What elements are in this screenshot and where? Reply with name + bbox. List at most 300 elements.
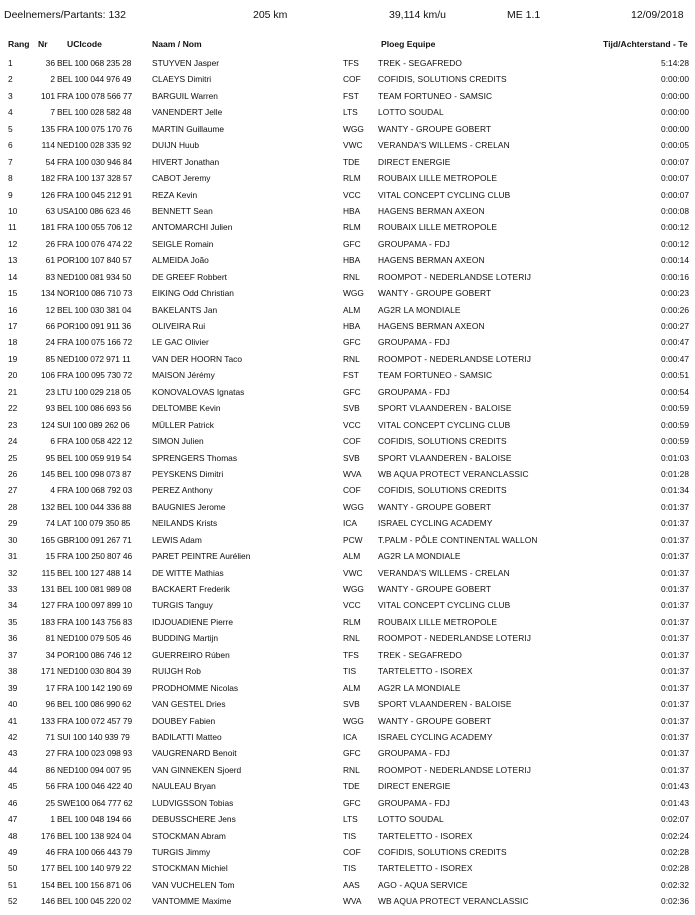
cell-team-code: HBA bbox=[343, 321, 361, 331]
cell-uci-code: POR100 091 911 36 bbox=[57, 321, 132, 331]
table-row bbox=[0, 699, 695, 715]
cell-team-name: HAGENS BERMAN AXEON bbox=[378, 321, 485, 331]
cell-uci-code: BEL 100 045 220 02 bbox=[57, 896, 132, 907]
cell-rank: 12 bbox=[8, 238, 18, 249]
cell-bib-number: 96 bbox=[45, 699, 55, 710]
cell-team-code: VWC bbox=[343, 140, 363, 151]
cell-uci-code: FRA 100 076 474 22 bbox=[57, 238, 133, 249]
cell-rider-name: REZA Kevin bbox=[152, 189, 198, 200]
cell-rider-name: VAN GINNEKEN Sjoerd bbox=[152, 764, 242, 775]
cell-team-name: T.PALM - PÔLE CONTINENTAL WALLON bbox=[378, 534, 538, 545]
cell-bib-number: 26 bbox=[45, 238, 55, 249]
cell-rank: 28 bbox=[8, 501, 18, 512]
cell-rider-name: LE GAC Olivier bbox=[152, 337, 209, 348]
col-naam: Naam / Nom bbox=[152, 39, 202, 49]
cell-team-name: GROUPAMA - FDJ bbox=[378, 748, 450, 759]
cell-rank: 52 bbox=[8, 896, 18, 907]
cell-team-code: LTS bbox=[343, 814, 358, 825]
cell-time-gap: 0:00:23 bbox=[661, 288, 689, 299]
cell-team-name: VERANDA'S WILLEMS - CRELAN bbox=[378, 140, 510, 151]
cell-team-code: SVB bbox=[343, 699, 360, 710]
cell-time-gap: 0:00:27 bbox=[661, 321, 689, 331]
cell-team-name: COFIDIS, SOLUTIONS CREDITS bbox=[378, 847, 507, 857]
cell-rider-name: NAULEAU Bryan bbox=[152, 781, 216, 792]
cell-rank: 14 bbox=[8, 271, 18, 282]
table-row bbox=[0, 732, 695, 748]
table-row bbox=[0, 502, 695, 518]
cell-team-name: TARTELETTO - ISOREX bbox=[378, 863, 473, 874]
cell-rider-name: DE GREEF Robbert bbox=[152, 271, 227, 282]
cell-bib-number: 165 bbox=[41, 534, 55, 545]
cell-bib-number: 86 bbox=[45, 764, 55, 775]
cell-team-name: LOTTO SOUDAL bbox=[378, 107, 444, 118]
cell-bib-number: 135 bbox=[41, 123, 55, 134]
cell-team-name: GROUPAMA - FDJ bbox=[378, 337, 450, 348]
table-row bbox=[0, 551, 695, 567]
cell-time-gap: 0:00:59 bbox=[661, 419, 689, 430]
cell-bib-number: 23 bbox=[45, 386, 55, 397]
race-distance: 205 km bbox=[253, 9, 288, 21]
cell-team-name: ROOMPOT - NEDERLANDSE LOTERIJ bbox=[378, 633, 532, 644]
cell-bib-number: 36 bbox=[45, 58, 55, 68]
cell-uci-code: FRA 100 097 899 10 bbox=[57, 600, 133, 611]
cell-rank: 10 bbox=[8, 205, 18, 216]
cell-uci-code: FRA 100 023 098 93 bbox=[57, 748, 133, 759]
cell-rank: 25 bbox=[8, 452, 18, 463]
cell-uci-code: USA100 086 623 46 bbox=[57, 205, 131, 216]
table-row bbox=[0, 617, 695, 633]
cell-time-gap: 0:01:37 bbox=[661, 600, 689, 611]
cell-time-gap: 0:01:28 bbox=[661, 468, 689, 479]
cell-rank: 5 bbox=[8, 123, 13, 134]
cell-team-name: SPORT VLAANDEREN - BALOISE bbox=[378, 699, 512, 710]
cell-time-gap: 0:00:08 bbox=[661, 205, 689, 216]
cell-rank: 21 bbox=[8, 386, 18, 397]
cell-rider-name: DUIJN Huub bbox=[152, 140, 200, 151]
cell-team-code: TDE bbox=[343, 781, 360, 792]
cell-rider-name: SEIGLE Romain bbox=[152, 238, 214, 249]
cell-time-gap: 0:01:43 bbox=[661, 781, 689, 792]
cell-rank: 16 bbox=[8, 304, 18, 315]
table-row bbox=[0, 469, 695, 485]
cell-bib-number: 4 bbox=[50, 485, 55, 496]
cell-uci-code: BEL 100 081 989 08 bbox=[57, 584, 132, 594]
cell-rider-name: VAUGRENARD Benoit bbox=[152, 748, 237, 759]
cell-uci-code: FRA 100 045 212 91 bbox=[57, 189, 133, 200]
table-row bbox=[0, 633, 695, 649]
cell-uci-code: BEL 100 068 235 28 bbox=[57, 58, 132, 68]
cell-bib-number: 46 bbox=[45, 847, 55, 857]
cell-bib-number: 54 bbox=[45, 156, 55, 167]
cell-rank: 51 bbox=[8, 879, 18, 890]
cell-bib-number: 34 bbox=[45, 649, 55, 660]
cell-team-name: AGO - AQUA SERVICE bbox=[378, 879, 468, 890]
cell-rank: 11 bbox=[8, 222, 17, 233]
table-row bbox=[0, 600, 695, 616]
cell-rank: 42 bbox=[8, 731, 18, 742]
cell-team-code: WVA bbox=[343, 468, 362, 479]
cell-team-name: SPORT VLAANDEREN - BALOISE bbox=[378, 452, 512, 463]
cell-rank: 1 bbox=[8, 58, 13, 68]
cell-team-code: GFC bbox=[343, 748, 361, 759]
cell-uci-code: BEL 100 156 871 06 bbox=[57, 879, 132, 890]
cell-uci-code: BEL 100 048 194 66 bbox=[57, 814, 132, 825]
cell-team-name: COFIDIS, SOLUTIONS CREDITS bbox=[378, 436, 507, 447]
cell-team-name: DIRECT ENERGIE bbox=[378, 781, 451, 792]
cell-rank: 49 bbox=[8, 847, 18, 857]
cell-team-code: COF bbox=[343, 74, 361, 85]
cell-team-code: VWC bbox=[343, 567, 363, 578]
cell-uci-code: BEL 100 138 924 04 bbox=[57, 830, 132, 841]
cell-time-gap: 0:01:37 bbox=[661, 518, 689, 529]
table-row bbox=[0, 748, 695, 764]
cell-rank: 38 bbox=[8, 666, 18, 677]
cell-rank: 4 bbox=[8, 107, 13, 118]
cell-uci-code: POR100 107 840 57 bbox=[57, 255, 132, 266]
cell-bib-number: 134 bbox=[41, 288, 55, 299]
cell-bib-number: 7 bbox=[50, 107, 55, 118]
cell-uci-code: FRA 100 046 422 40 bbox=[57, 781, 133, 792]
table-row bbox=[0, 354, 695, 370]
cell-bib-number: 176 bbox=[41, 830, 55, 841]
cell-bib-number: 115 bbox=[41, 567, 55, 578]
cell-uci-code: BEL 100 028 582 48 bbox=[57, 107, 132, 118]
cell-uci-code: FRA 100 095 730 72 bbox=[57, 370, 133, 381]
cell-uci-code: SUI 100 089 262 06 bbox=[57, 419, 130, 430]
cell-time-gap: 0:00:47 bbox=[661, 353, 689, 364]
cell-time-gap: 0:00:07 bbox=[661, 156, 689, 167]
cell-team-name: TREK - SEGAFREDO bbox=[378, 58, 462, 68]
cell-uci-code: NED100 094 007 95 bbox=[57, 764, 132, 775]
cell-bib-number: 124 bbox=[41, 419, 55, 430]
col-rang: Rang bbox=[8, 39, 30, 49]
cell-team-name: WANTY - GROUPE GOBERT bbox=[378, 715, 492, 726]
cell-bib-number: 56 bbox=[45, 781, 55, 792]
cell-team-name: ROOMPOT - NEDERLANDSE LOTERIJ bbox=[378, 764, 532, 775]
cell-time-gap: 0:01:37 bbox=[661, 649, 689, 660]
cell-team-name: WANTY - GROUPE GOBERT bbox=[378, 288, 492, 299]
cell-rider-name: VANTOMME Maxime bbox=[152, 896, 232, 907]
cell-rider-name: RUIJGH Rob bbox=[152, 666, 201, 677]
cell-rank: 34 bbox=[8, 600, 18, 611]
cell-rider-name: LEWIS Adam bbox=[152, 534, 202, 545]
cell-rank: 40 bbox=[8, 699, 18, 710]
cell-team-code: RNL bbox=[343, 633, 360, 644]
cell-bib-number: 171 bbox=[41, 666, 55, 677]
cell-time-gap: 0:01:37 bbox=[661, 764, 689, 775]
cell-uci-code: BEL 100 059 919 54 bbox=[57, 452, 132, 463]
cell-team-code: ALM bbox=[343, 304, 361, 315]
cell-rider-name: TURGIS Jimmy bbox=[152, 847, 211, 857]
cell-time-gap: 0:01:37 bbox=[661, 715, 689, 726]
cell-rank: 27 bbox=[8, 485, 18, 496]
cell-rider-name: BENNETT Sean bbox=[152, 205, 213, 216]
table-row bbox=[0, 863, 695, 879]
table-row bbox=[0, 420, 695, 436]
cell-time-gap: 0:01:37 bbox=[661, 682, 689, 693]
cell-team-name: DIRECT ENERGIE bbox=[378, 156, 451, 167]
cell-uci-code: BEL 100 030 381 04 bbox=[57, 304, 132, 315]
cell-rank: 44 bbox=[8, 764, 18, 775]
cell-rank: 31 bbox=[8, 551, 18, 562]
cell-team-name: TREK - SEGAFREDO bbox=[378, 649, 462, 660]
cell-bib-number: 183 bbox=[41, 616, 55, 627]
table-row bbox=[0, 650, 695, 666]
cell-team-code: ICA bbox=[343, 518, 357, 529]
table-row bbox=[0, 896, 695, 912]
cell-uci-code: FRA 100 030 946 84 bbox=[57, 156, 133, 167]
cell-rider-name: KONOVALOVAS Ignatas bbox=[152, 386, 245, 397]
cell-rank: 26 bbox=[8, 468, 18, 479]
cell-team-code: WGG bbox=[343, 288, 364, 299]
cell-rank: 30 bbox=[8, 534, 18, 545]
table-row bbox=[0, 239, 695, 255]
cell-rank: 37 bbox=[8, 649, 18, 660]
table-row bbox=[0, 518, 695, 534]
cell-team-code: RNL bbox=[343, 271, 360, 282]
cell-rider-name: MARTIN Guillaume bbox=[152, 123, 224, 134]
cell-time-gap: 0:00:26 bbox=[661, 304, 689, 315]
cell-bib-number: 12 bbox=[45, 304, 55, 315]
cell-uci-code: BEL 100 127 488 14 bbox=[57, 567, 132, 578]
cell-team-code: FST bbox=[343, 370, 359, 381]
cell-rider-name: TURGIS Tanguy bbox=[152, 600, 213, 611]
cell-team-name: ISRAEL CYCLING ACADEMY bbox=[378, 731, 493, 742]
table-row bbox=[0, 584, 695, 600]
cell-time-gap: 0:00:05 bbox=[661, 140, 689, 151]
cell-bib-number: 126 bbox=[41, 189, 55, 200]
cell-rank: 33 bbox=[8, 584, 18, 594]
cell-bib-number: 177 bbox=[41, 863, 55, 874]
results-table bbox=[0, 58, 695, 913]
cell-rider-name: PEREZ Anthony bbox=[152, 485, 213, 496]
cell-rider-name: BARGUIL Warren bbox=[152, 90, 218, 101]
cell-uci-code: LAT 100 079 350 85 bbox=[57, 518, 131, 529]
cell-team-name: ROUBAIX LILLE METROPOLE bbox=[378, 173, 498, 184]
cell-rider-name: VAN GESTEL Dries bbox=[152, 699, 226, 710]
cell-bib-number: 63 bbox=[45, 205, 55, 216]
table-row bbox=[0, 436, 695, 452]
cell-bib-number: 181 bbox=[41, 222, 55, 233]
table-row bbox=[0, 485, 695, 501]
cell-rider-name: VANENDERT Jelle bbox=[152, 107, 223, 118]
cell-time-gap: 0:02:32 bbox=[661, 879, 689, 890]
cell-rider-name: MAISON Jérémy bbox=[152, 370, 215, 381]
cell-team-code: PCW bbox=[343, 534, 363, 545]
cell-time-gap: 0:01:43 bbox=[661, 797, 689, 808]
table-row bbox=[0, 58, 695, 74]
cell-time-gap: 0:01:37 bbox=[661, 534, 689, 545]
cell-rank: 7 bbox=[8, 156, 13, 167]
cell-rank: 18 bbox=[8, 337, 18, 348]
cell-rider-name: ANTOMARCHI Julien bbox=[152, 222, 233, 233]
cell-rank: 36 bbox=[8, 633, 18, 644]
cell-time-gap: 0:00:16 bbox=[661, 271, 689, 282]
cell-rider-name: LUDVIGSSON Tobias bbox=[152, 797, 234, 808]
cell-time-gap: 0:01:37 bbox=[661, 567, 689, 578]
cell-rider-name: OLIVEIRA Rui bbox=[152, 321, 206, 331]
cell-time-gap: 0:01:37 bbox=[661, 584, 689, 594]
cell-team-code: RLM bbox=[343, 616, 361, 627]
cell-rank: 17 bbox=[8, 321, 18, 331]
cell-bib-number: 131 bbox=[41, 584, 55, 594]
cell-bib-number: 114 bbox=[41, 140, 55, 151]
cell-rider-name: STOCKMAN Abram bbox=[152, 830, 226, 841]
table-row bbox=[0, 666, 695, 682]
cell-team-name: AG2R LA MONDIALE bbox=[378, 304, 461, 315]
cell-time-gap: 0:00:54 bbox=[661, 386, 689, 397]
cell-bib-number: 24 bbox=[45, 337, 55, 348]
race-category: ME 1.1 bbox=[507, 9, 541, 21]
cell-team-code: COF bbox=[343, 485, 361, 496]
cell-time-gap: 0:02:28 bbox=[661, 863, 689, 874]
cell-uci-code: BEL 100 044 976 49 bbox=[57, 74, 132, 85]
cell-rank: 24 bbox=[8, 436, 18, 447]
cell-uci-code: BEL 100 140 979 22 bbox=[57, 863, 132, 874]
cell-bib-number: 132 bbox=[41, 501, 55, 512]
table-row bbox=[0, 157, 695, 173]
cell-bib-number: 95 bbox=[45, 452, 55, 463]
cell-time-gap: 0:00:07 bbox=[661, 173, 689, 184]
cell-uci-code: NED100 028 335 92 bbox=[57, 140, 132, 151]
cell-team-name: WB AQUA PROTECT VERANCLASSIC bbox=[378, 896, 529, 907]
cell-rider-name: PARET PEINTRE Aurélien bbox=[152, 551, 251, 562]
cell-rider-name: IDJOUADIENE Pierre bbox=[152, 616, 233, 627]
cell-team-name: TEAM FORTUNEO - SAMSIC bbox=[378, 90, 493, 101]
cell-rider-name: BAUGNIES Jerome bbox=[152, 501, 226, 512]
cell-rank: 50 bbox=[8, 863, 18, 874]
cell-bib-number: 81 bbox=[45, 633, 55, 644]
cell-team-code: WGG bbox=[343, 501, 364, 512]
cell-bib-number: 93 bbox=[45, 403, 55, 414]
cell-team-name: HAGENS BERMAN AXEON bbox=[378, 255, 485, 266]
cell-team-name: GROUPAMA - FDJ bbox=[378, 238, 450, 249]
cell-uci-code: BEL 100 086 693 56 bbox=[57, 403, 132, 414]
cell-team-code: RLM bbox=[343, 173, 361, 184]
cell-time-gap: 0:00:47 bbox=[661, 337, 689, 348]
cell-time-gap: 0:00:00 bbox=[661, 74, 689, 85]
table-row bbox=[0, 880, 695, 896]
cell-team-code: ALM bbox=[343, 682, 361, 693]
cell-bib-number: 27 bbox=[45, 748, 55, 759]
cell-team-name: ROUBAIX LILLE METROPOLE bbox=[378, 222, 498, 233]
cell-rank: 3 bbox=[8, 90, 13, 101]
cell-team-code: VCC bbox=[343, 600, 361, 611]
cell-rider-name: MÜLLER Patrick bbox=[152, 419, 214, 430]
cell-team-code: HBA bbox=[343, 255, 361, 266]
cell-uci-code: FRA 100 072 457 79 bbox=[57, 715, 133, 726]
cell-team-code: LTS bbox=[343, 107, 358, 118]
cell-uci-code: FRA 100 066 443 79 bbox=[57, 847, 133, 857]
cell-rider-name: PEYSKENS Dimitri bbox=[152, 468, 224, 479]
cell-rider-name: VAN DER HOORN Taco bbox=[152, 353, 242, 364]
cell-team-name: VITAL CONCEPT CYCLING CLUB bbox=[378, 419, 511, 430]
average-speed: 39,114 km/u bbox=[389, 9, 447, 21]
cell-team-code: SVB bbox=[343, 403, 360, 414]
cell-rank: 39 bbox=[8, 682, 18, 693]
cell-bib-number: 85 bbox=[45, 353, 55, 364]
cell-uci-code: FRA 100 055 706 12 bbox=[57, 222, 133, 233]
cell-time-gap: 0:02:24 bbox=[661, 830, 689, 841]
table-row bbox=[0, 74, 695, 90]
cell-team-name: COFIDIS, SOLUTIONS CREDITS bbox=[378, 74, 507, 85]
cell-team-code: HBA bbox=[343, 205, 361, 216]
cell-time-gap: 0:00:00 bbox=[661, 123, 689, 134]
cell-team-code: COF bbox=[343, 847, 361, 857]
cell-uci-code: FRA 100 058 422 12 bbox=[57, 436, 133, 447]
cell-team-code: TFS bbox=[343, 58, 359, 68]
table-row bbox=[0, 453, 695, 469]
cell-rank: 6 bbox=[8, 140, 13, 151]
cell-time-gap: 0:00:00 bbox=[661, 107, 689, 118]
cell-bib-number: 74 bbox=[45, 518, 55, 529]
cell-rank: 20 bbox=[8, 370, 18, 381]
cell-team-name: WANTY - GROUPE GOBERT bbox=[378, 501, 492, 512]
cell-rider-name: HIVERT Jonathan bbox=[152, 156, 220, 167]
cell-team-name: WANTY - GROUPE GOBERT bbox=[378, 123, 492, 134]
cell-bib-number: 15 bbox=[45, 551, 55, 562]
cell-bib-number: 127 bbox=[41, 600, 55, 611]
cell-uci-code: FRA 100 075 170 76 bbox=[57, 123, 133, 134]
cell-time-gap: 0:01:37 bbox=[661, 731, 689, 742]
cell-uci-code: NED100 081 934 50 bbox=[57, 271, 132, 282]
cell-team-name: GROUPAMA - FDJ bbox=[378, 386, 450, 397]
cell-uci-code: FRA 100 250 807 46 bbox=[57, 551, 133, 562]
cell-time-gap: 0:00:12 bbox=[661, 222, 689, 233]
table-row bbox=[0, 568, 695, 584]
cell-uci-code: NED100 079 505 46 bbox=[57, 633, 132, 644]
table-row bbox=[0, 403, 695, 419]
cell-uci-code: FRA 100 078 566 77 bbox=[57, 90, 133, 101]
cell-bib-number: 133 bbox=[41, 715, 55, 726]
cell-team-code: WVA bbox=[343, 896, 362, 907]
cell-bib-number: 1 bbox=[50, 814, 55, 825]
table-row bbox=[0, 798, 695, 814]
cell-bib-number: 154 bbox=[41, 879, 55, 890]
cell-team-code: GFC bbox=[343, 797, 361, 808]
cell-team-name: WANTY - GROUPE GOBERT bbox=[378, 584, 492, 594]
cell-bib-number: 25 bbox=[45, 797, 55, 808]
cell-team-name: ROOMPOT - NEDERLANDSE LOTERIJ bbox=[378, 271, 532, 282]
cell-rider-name: SPRENGERS Thomas bbox=[152, 452, 238, 463]
cell-rank: 46 bbox=[8, 797, 18, 808]
cell-bib-number: 106 bbox=[41, 370, 55, 381]
table-row bbox=[0, 124, 695, 140]
table-row bbox=[0, 255, 695, 271]
cell-time-gap: 0:01:37 bbox=[661, 633, 689, 644]
cell-rider-name: SIMON Julien bbox=[152, 436, 204, 447]
col-tijd: Tijd/Achterstand - Te bbox=[603, 39, 688, 49]
cell-rider-name: GUERREIRO Rúben bbox=[152, 649, 230, 660]
cell-team-name: SPORT VLAANDEREN - BALOISE bbox=[378, 403, 512, 414]
cell-rank: 32 bbox=[8, 567, 18, 578]
cell-bib-number: 66 bbox=[45, 321, 55, 331]
cell-uci-code: SWE100 064 777 62 bbox=[57, 797, 133, 808]
cell-uci-code: BEL 100 044 336 88 bbox=[57, 501, 132, 512]
cell-uci-code: BEL 100 086 990 62 bbox=[57, 699, 132, 710]
table-row bbox=[0, 206, 695, 222]
cell-team-name: VERANDA'S WILLEMS - CRELAN bbox=[378, 567, 510, 578]
cell-team-name: LOTTO SOUDAL bbox=[378, 814, 444, 825]
table-row bbox=[0, 222, 695, 238]
cell-rider-name: BAKELANTS Jan bbox=[152, 304, 218, 315]
cell-team-code: RLM bbox=[343, 222, 361, 233]
table-row bbox=[0, 535, 695, 551]
cell-rider-name: BADILATTI Matteo bbox=[152, 731, 222, 742]
table-row bbox=[0, 321, 695, 337]
cell-rank: 22 bbox=[8, 403, 18, 414]
cell-rider-name: STOCKMAN Michiel bbox=[152, 863, 228, 874]
